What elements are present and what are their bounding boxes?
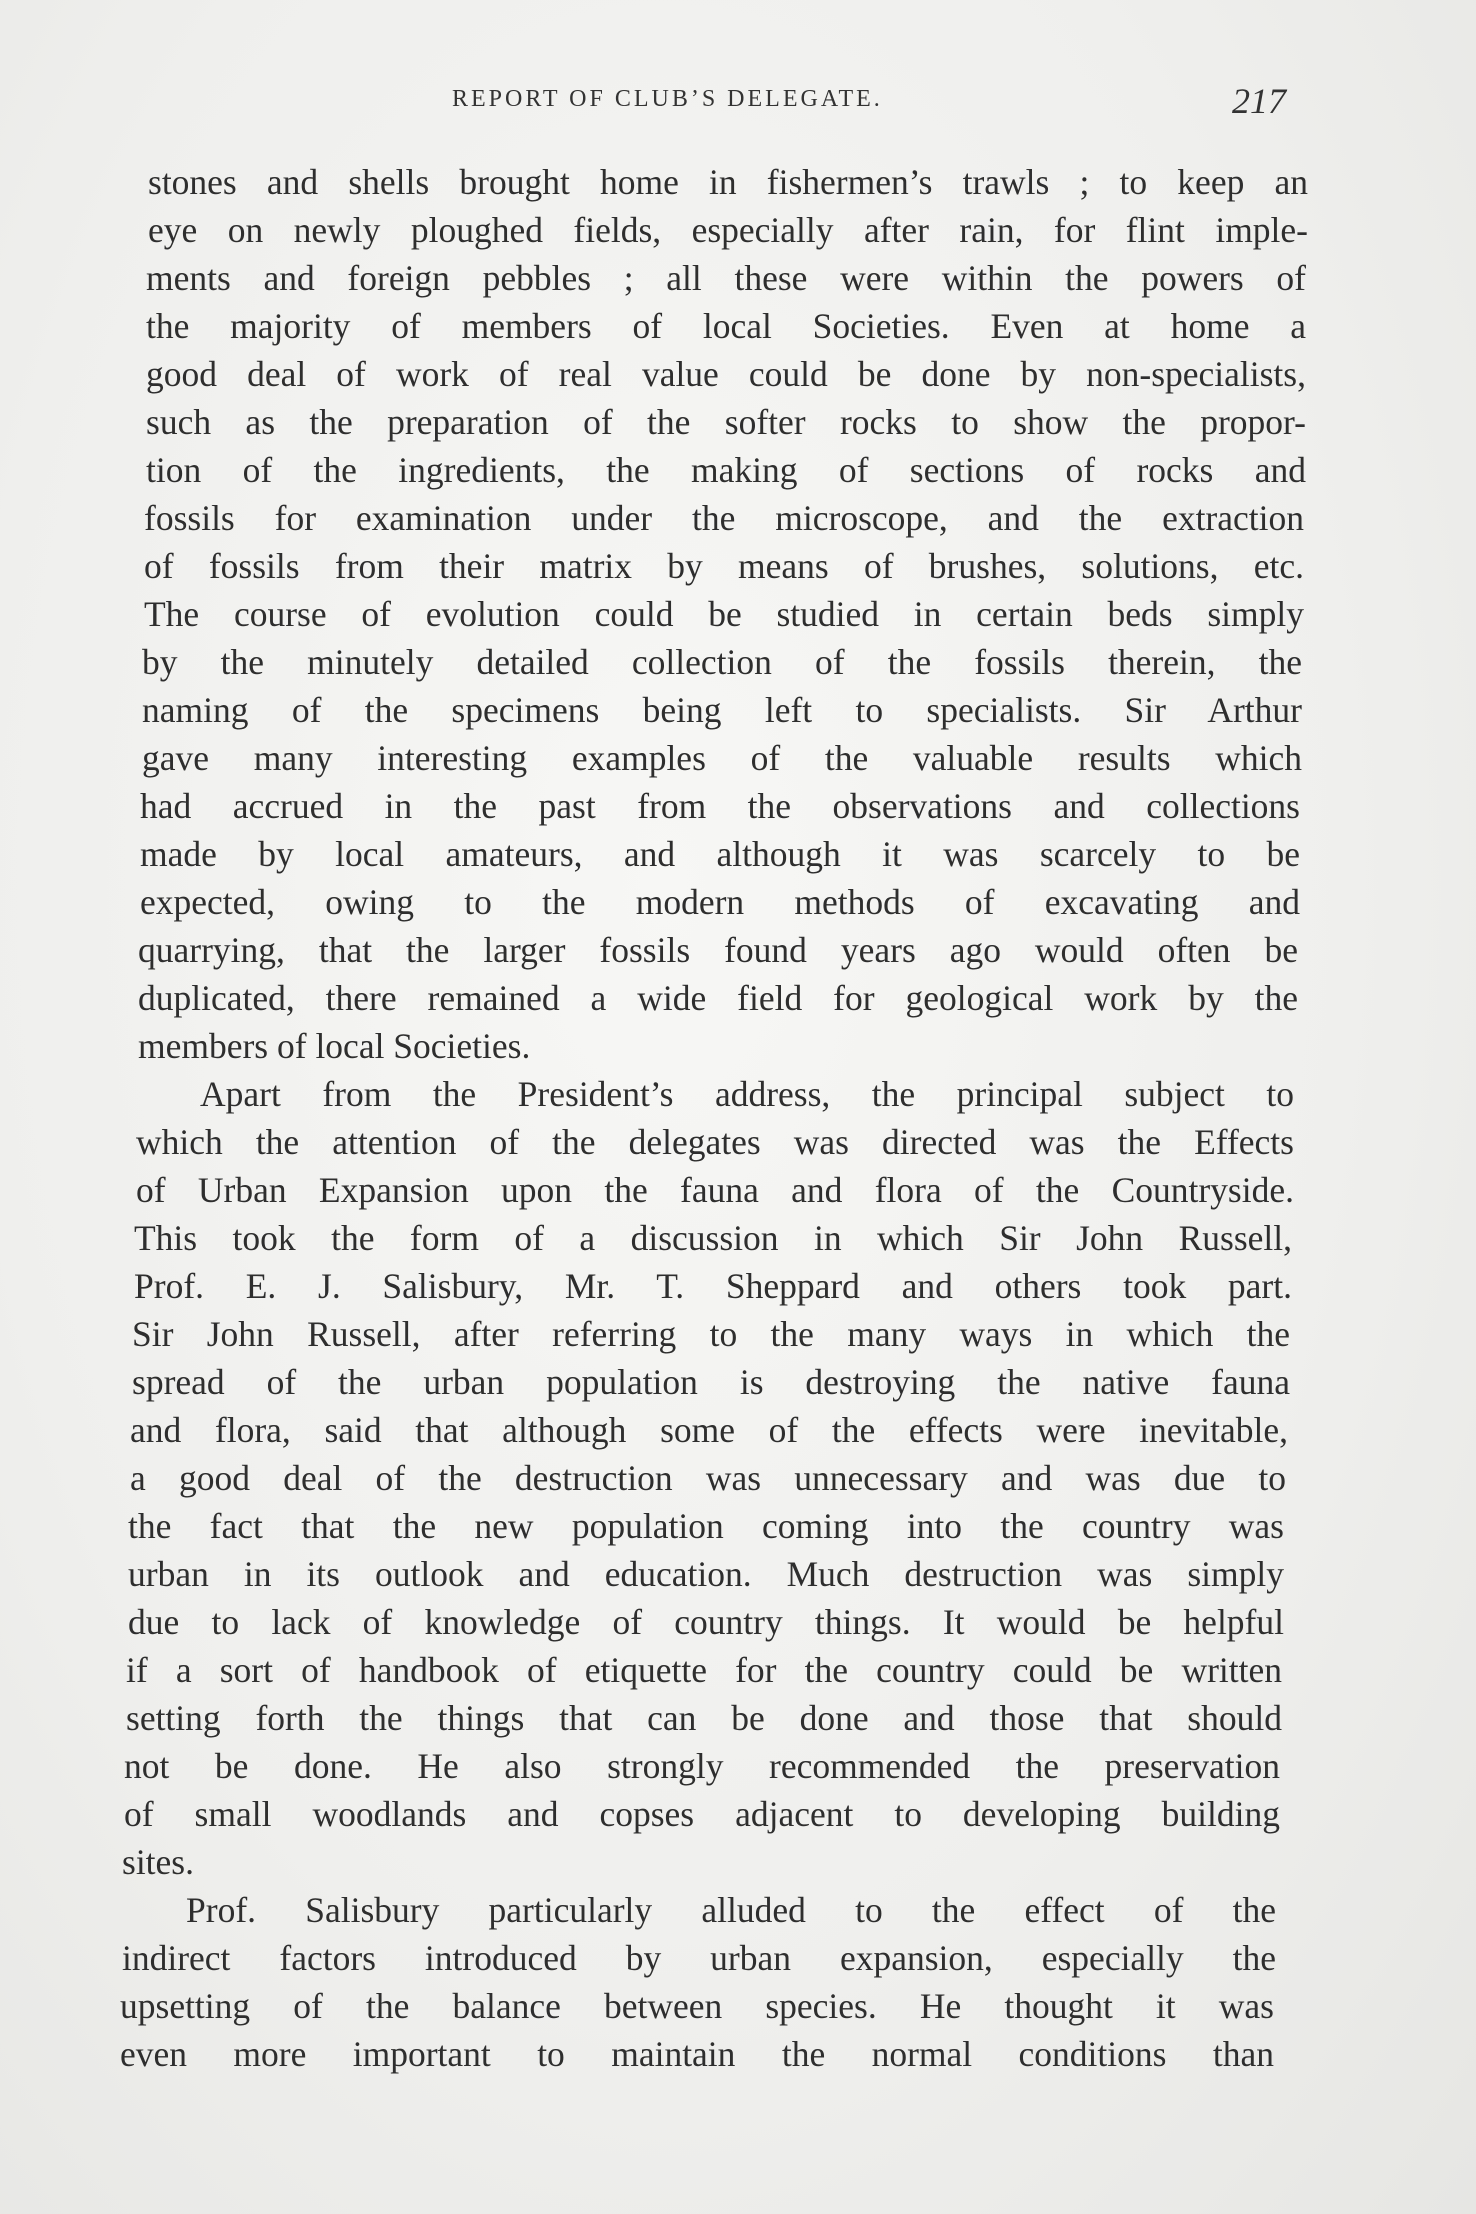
text-line: fossils for examination under the microscope, and the extraction xyxy=(144,498,1304,538)
text-line: The course of evolution could be studied in certain beds simply xyxy=(144,594,1304,634)
text-line: good deal of work of real value could be done by non-specialists, xyxy=(146,354,1306,394)
text-line: by the minutely detailed collection of the fossils therein, the xyxy=(142,642,1302,682)
text-line: duplicated, there remained a wide field for geological work by the xyxy=(138,978,1298,1018)
text-line: naming of the specimens being left to specialists. Sir Arthur xyxy=(142,690,1302,730)
text-line: urban in its outlook and education. Much destruction was simply xyxy=(128,1554,1284,1594)
text-line: which the attention of the delegates was directed was the Effects xyxy=(136,1122,1294,1162)
running-title: REPORT OF CLUB’S DELEGATE. xyxy=(452,86,883,112)
text-line: made by local amateurs, and although it was scarcely to be xyxy=(140,834,1300,874)
text-line: Apart from the President’s address, the principal subject to xyxy=(200,1074,1294,1114)
text-line: due to lack of knowledge of country things. It would be helpful xyxy=(128,1602,1284,1642)
text-line: of Urban Expansion upon the fauna and flora of the Countryside. xyxy=(136,1170,1294,1210)
text-line: ments and foreign pebbles ; all these were within the powers of xyxy=(146,258,1306,298)
text-line: not be done. He also strongly recommended the preservation xyxy=(124,1746,1280,1786)
text-line: of fossils from their matrix by means of brushes, solutions, etc. xyxy=(144,546,1304,586)
text-line: the fact that the new population coming into the country was xyxy=(128,1506,1284,1546)
text-line: Sir John Russell, after referring to the many ways in which the xyxy=(132,1314,1290,1354)
text-line: such as the preparation of the softer rocks to show the propor- xyxy=(146,402,1306,442)
running-head xyxy=(0,80,1476,120)
text-line: the majority of members of local Societies. Even at home a xyxy=(146,306,1306,346)
text-line: This took the form of a discussion in which Sir John Russell, xyxy=(134,1218,1292,1258)
text-line: Prof. Salisbury particularly alluded to the effect of the xyxy=(186,1890,1276,1930)
text-line: sites. xyxy=(122,1842,194,1882)
text-line: quarrying, that the larger fossils found years ago would often be xyxy=(138,930,1298,970)
text-line: members of local Societies. xyxy=(138,1026,531,1066)
text-line: even more important to maintain the normal conditions than xyxy=(120,2034,1274,2074)
text-line: Prof. E. J. Salisbury, Mr. T. Sheppard and others took part. xyxy=(134,1266,1292,1306)
text-line: tion of the ingredients, the making of sections of rocks and xyxy=(146,450,1306,490)
text-line: eye on newly ploughed fields, especially after rain, for flint imple- xyxy=(148,210,1308,250)
text-line: of small woodlands and copses adjacent to developing building xyxy=(124,1794,1280,1834)
page-number: 217 xyxy=(1232,81,1286,121)
text-line: spread of the urban population is destroying the native fauna xyxy=(132,1362,1290,1402)
text-line: a good deal of the destruction was unnecessary and was due to xyxy=(130,1458,1286,1498)
text-line: expected, owing to the modern methods of excavating and xyxy=(140,882,1300,922)
text-line: gave many interesting examples of the valuable results which xyxy=(142,738,1302,778)
text-line: had accrued in the past from the observations and collections xyxy=(140,786,1300,826)
text-line: stones and shells brought home in fishermen’s trawls ; to keep an xyxy=(148,162,1308,202)
text-line: indirect factors introduced by urban expansion, especially the xyxy=(122,1938,1276,1978)
text-line: and flora, said that although some of the effects were inevitable, xyxy=(130,1410,1288,1450)
text-line: upsetting of the balance between species. He thought it was xyxy=(120,1986,1274,2026)
text-line: if a sort of handbook of etiquette for the country could be written xyxy=(126,1650,1282,1690)
text-line: setting forth the things that can be done and those that should xyxy=(126,1698,1282,1738)
